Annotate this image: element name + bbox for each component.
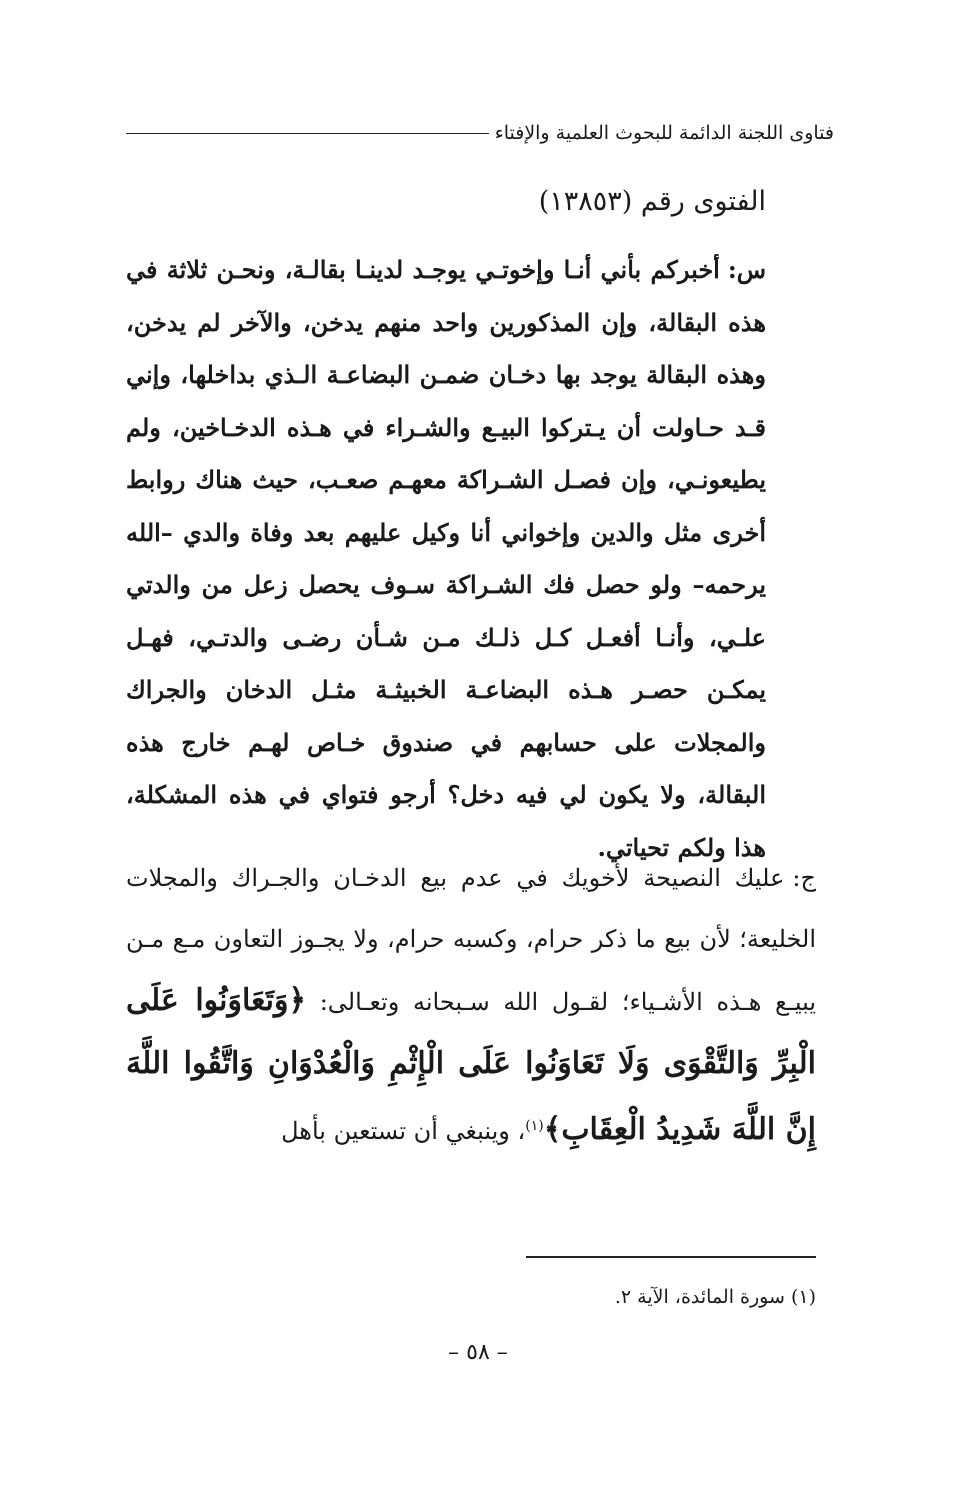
- question-text: أخبركم بأني أنـا وإخوتـي يوجـد لدينـا بقالـة، ونحـن ثلاثة في هذه البقالة، وإن المذكورين واحد منهم يدخن، والآخر لم يدخن، وهذه البقالة يوجد بها دخـان ضمـن البضاعـة الـذي بداخلها، وإني قـد حـاولت أن يـتركوا البيـع والشـراء في هـذه الدخـاخين، ولم يطيعونـي، وإن فصـل الشـراكة معهـم صعـب، حيث هناك روابط أخرى مثل والدين وإخواني أنا وكيل عليهم بعد وفاة والدي –الله يرحمه– ولو حصل فك الشـراكة سـوف يحصل زعل من والدتي علـي، وأنـا أفعـل كـل ذلـك مـن شـأن رضـى والدتـي، فهـل يمكـن حصـر هـذه البضاعـة الخبيثـة مثـل الدخان والجراك والمجلات على حسابهم في صندوق خـاص لهـم خارج هذه البقالة، ولا يكون لي فيه دخل؟ أرجو فتواي في هذه المشكلة، هذا ولكم تحياتي.: [126, 255, 767, 862]
- quran-verse: ﴿وَتَعَاوَنُوا عَلَى الْبِرِّ وَالتَّقْوَى وَلَا تَعَاوَنُوا عَلَى الْإِثْمِ وَالْعُدْوَانِ وَاتَّقُوا اللَّهَ إِنَّ اللَّهَ شَدِيدُ الْعِقَابِ﴾: [126, 983, 816, 1147]
- page-number: – ٥٨ –: [448, 1340, 508, 1365]
- header-rule: [126, 133, 489, 134]
- answer-marker: ج:: [792, 864, 816, 892]
- footnote-reference: (١): [525, 1118, 544, 1134]
- answer-text-before: عليك النصيحة لأخويك في عدم بيع الدخـان والجـراك والمجلات الخليعة؛ لأن بيع ما ذكر حرام، وكسبه حرام، ولا يجـوز التعاون مـع مـن يبيـع هـذه الأشـياء؛ لقـول الله سـبحانه وتعـالى:: [126, 864, 816, 1016]
- running-header: [126, 118, 834, 148]
- running-header-title: فتاوى اللجنة الدائمة للبحوث العلمية والإفتاء: [494, 122, 834, 144]
- question-paragraph: [126, 244, 766, 874]
- answer-text-after: ، وينبغي أن تستعين بأهل: [281, 1117, 526, 1145]
- answer-paragraph: [126, 848, 816, 1162]
- question-marker: س:: [727, 255, 766, 284]
- footnote: (١) سورة المائدة، الآية ٢.: [614, 1286, 816, 1308]
- fatwa-number: الفتوى رقم (١٣٨٥٣): [538, 186, 766, 217]
- footnote-rule: [526, 1256, 816, 1258]
